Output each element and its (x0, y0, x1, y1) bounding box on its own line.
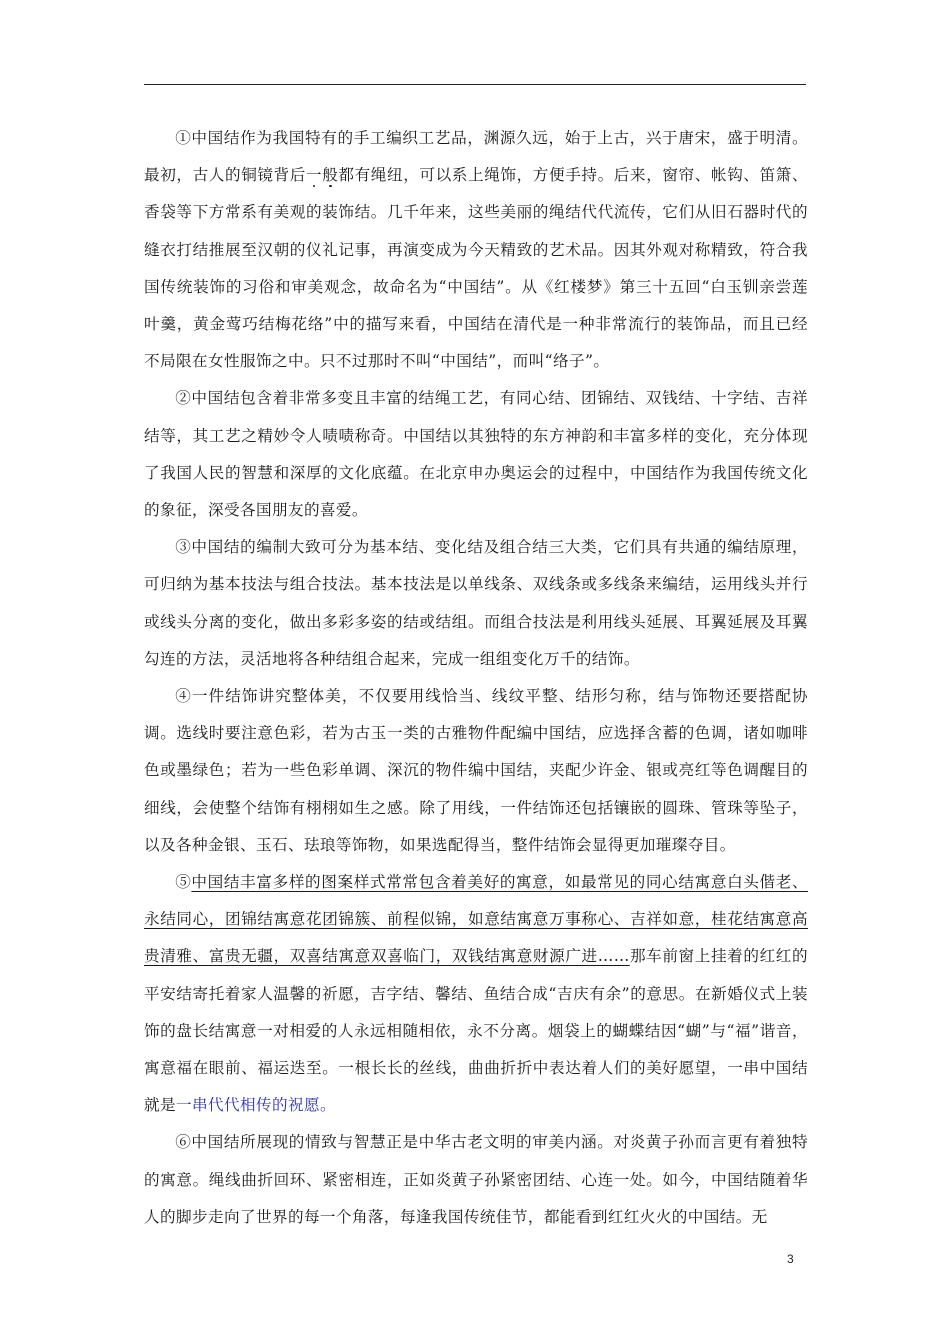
emphasis-dot-char: 一 (306, 166, 323, 185)
paragraph-1-text-end: 都有绳纽，可以系上绳饰，方便手持。后来，窗帘、帐钩、笛箫、香袋等下方常系有美观的装饰结。几千年来，这些美丽的绳结代代流传，它们从旧石器时代的缝衣打结推展至汉朝的仪礼记事，再演变成为今天精致的艺术品。因其外观对称精致，符合我国传统装饰的习俗和审美观念，故命名为“中国结”。从《红楼梦》第三十五回“白玉钏亲尝莲叶羹，黄金莺巧结梅花络”中的描写来看，中国结在清代是一种非常流行的装饰品，而且已经不局限在女性服饰之中。只不过那时不叫“中国结”，而叫“络子”。 (144, 166, 808, 371)
document-body (144, 120, 808, 1236)
paragraph-1-text-start: ①中国结作为我国特有的手工编织工艺品，渊源久远，始于上古，兴于唐宋，盛于明清。最初，古人的铜镜背后 (144, 129, 808, 185)
paragraph-5-text: 那车前窗上挂着的红红的平安结寄托着家人温馨的祈愿，吉字结、馨结、鱼结合成“吉庆有余”的意思。在新婚仪式上装饰的盘长结寓意一对相爱的人永远相随相依，永不分离。烟袋上的蝴蝶结因“蝴”与“福”谐音，寓意福在眼前、福运迭至。一根长长的丝线，曲曲折折中表达着人们的美好愿望，一串中国结就是 (144, 947, 808, 1115)
paragraph-3: ③中国结的编制大致可分为基本结、变化结及组合结三大类，它们具有共通的编结原理，可归纳为基本技法与组合技法。基本技法是以单线条、双线条或多线条来编结，运用线头并行或线头分离的变化，做出多彩多姿的结或结组。而组合技法是利用线头延展、耳翼延展及耳翼勾连的方法，灵活地将各种结组合起来，完成一组组变化万千的结饰。 (144, 538, 808, 668)
paragraph-1 (144, 120, 808, 380)
paragraph-4: ④一件结饰讲究整体美，不仅要用线恰当、线纹平整、结形匀称，结与饰物还要搭配协调。选线时要注意色彩，若为古玉一类的古雅物件配编中国结，应选择含蓄的色调，诸如咖啡色或墨绿色；若为一些色彩单调、深沉的物件编中国结，夹配少许金、银或亮红等色调醒目的细线，会使整个结饰有栩栩如生之感。除了用线，一件结饰还包括镶嵌的圆珠、管珠等坠子，以及各种金银、玉石、珐琅等饰物，如果选配得当，整件结饰会显得更加璀璨夺目。 (144, 687, 808, 854)
page-number: 3 (787, 1252, 794, 1266)
paragraph-5-number: ⑤ (175, 873, 192, 892)
emphasis-dot-char: 般 (322, 166, 339, 185)
header-rule (144, 84, 806, 85)
underlined-sentence: 中国结丰富多样的图案样式常常包含着美好的寓意，如最常见的同心结寓意白头偕老、永结同心，团锦结寓意花团锦簇、前程似锦，如意结寓意万事称心、吉祥如意，桂花结寓意高贵清雅、富贵无疆，双喜结寓意双喜临门，双钱结寓意财源广进…… (144, 873, 808, 966)
paragraph-6: ⑥中国结所展现的情致与智慧正是中华古老文明的审美内涵。对炎黄子孙而言更有着独特的寓意。绳线曲折回环、紧密相连，正如炎黄子孙紧密团结、心连一处。如今，中国结随着华人的脚步走向了世界的每一个角落，每逢我国传统佳节，都能看到红红火火的中国结。无 (144, 1133, 808, 1226)
highlighted-phrase: 一串代代相传的祝愿。 (176, 1096, 336, 1115)
paragraph-2: ②中国结包含着非常多变且丰富的结绳工艺，有同心结、团锦结、双钱结、十字结、吉祥结等，其工艺之精妙令人啧啧称奇。中国结以其独特的东方神韵和丰富多样的变化，充分体现了我国人民的智慧和深厚的文化底蕴。在北京申办奥运会的过程中，中国结作为我国传统文化的象征，深受各国朋友的喜爱。 (144, 389, 808, 520)
paragraph-5 (144, 864, 808, 1124)
